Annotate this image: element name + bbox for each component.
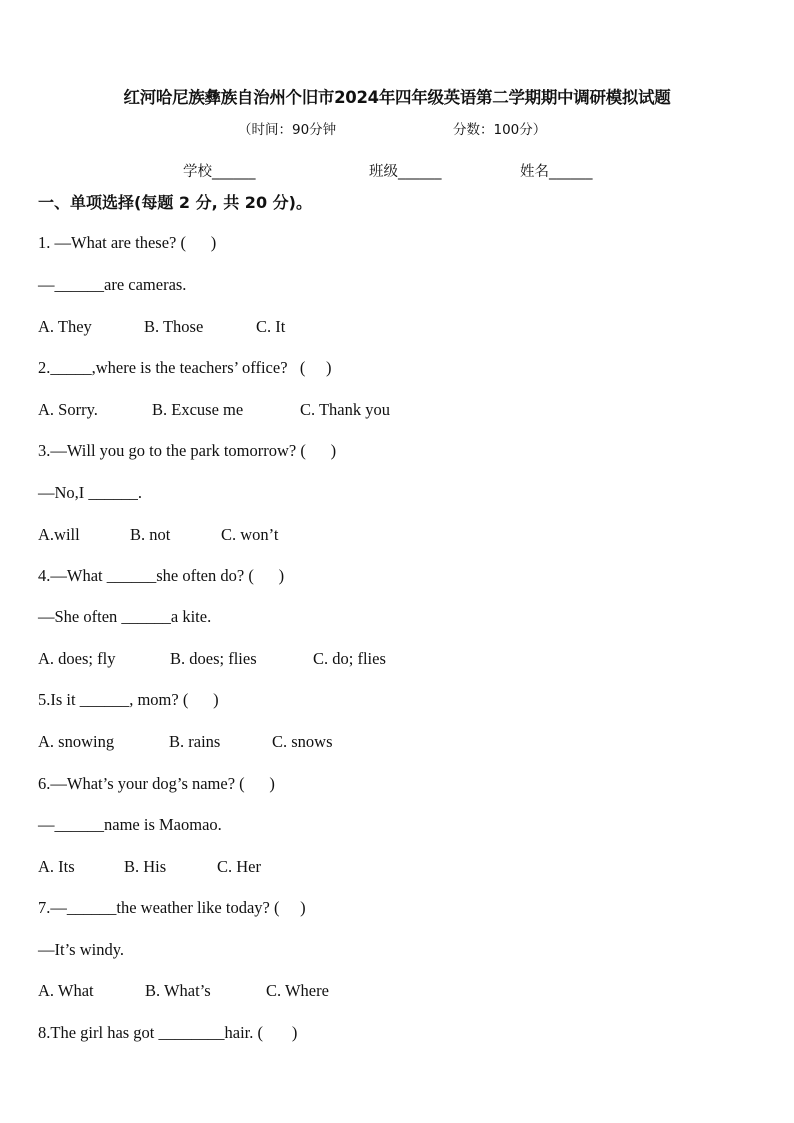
question-1-option-a: A. They (38, 317, 92, 336)
question-7-line-2: —It’s windy. (38, 940, 125, 959)
question-1-line-2: —______are cameras. (38, 275, 187, 294)
question-1-line-1: 1. —What are these? ( ) (38, 233, 217, 252)
question-3-option-b: B. not (130, 525, 171, 544)
question-7-line-1: 7.—______the weather like today? ( ) (38, 898, 306, 917)
question-8-line-1: 8.The girl has got ________hair. ( ) (38, 1023, 298, 1042)
question-7-option-a: A. What (38, 981, 94, 1000)
question-5-line-1: 5.Is it ______, mom? ( ) (38, 690, 219, 709)
question-1-option-b: B. Those (144, 317, 204, 336)
question-4-option-a: A. does; fly (38, 649, 116, 668)
question-2-option-b: B. Excuse me (152, 400, 244, 419)
question-3-option-c: C. won’t (221, 525, 279, 544)
question-6-line-1: 6.—What’s your dog’s name? ( ) (38, 774, 275, 793)
question-4-option-b: B. does; flies (170, 649, 257, 668)
question-2-line-1: 2._____,where is the teachers’ office? ( ) (38, 358, 332, 377)
exam-title: 红河哈尼族彝族自治州个旧市2024年四年级英语第二学期期中调研模拟试题 (123, 88, 671, 107)
name-field: 姓名______ (520, 164, 593, 180)
exam-score: 分数：100分） (453, 122, 547, 138)
question-7-option-c: C. Where (266, 981, 329, 1000)
question-4-line-2: —She often ______a kite. (38, 607, 212, 626)
question-7-option-b: B. What’s (145, 981, 211, 1000)
class-field: 班级______ (369, 164, 442, 180)
school-field: 学校______ (183, 164, 256, 180)
question-2-option-a: A. Sorry. (38, 400, 98, 419)
question-1-option-c: C. It (256, 317, 286, 336)
question-5-option-a: A. snowing (38, 732, 115, 751)
question-3-option-a: A.will (38, 525, 80, 544)
question-4-option-c: C. do; flies (313, 649, 386, 668)
question-3-line-1: 3.—Will you go to the park tomorrow? ( ) (38, 441, 337, 460)
question-6-option-c: C. Her (217, 857, 261, 876)
question-6-line-2: —______name is Maomao. (38, 815, 222, 834)
question-6-option-b: B. His (124, 857, 167, 876)
exam-time: （时间：90分钟 (238, 122, 337, 138)
section-title: 一、单项选择(每题 2 分, 共 20 分)。 (38, 193, 312, 212)
question-5-option-b: B. rains (169, 732, 221, 751)
question-5-option-c: C. snows (272, 732, 333, 751)
question-4-line-1: 4.—What ______she often do? ( ) (38, 566, 285, 585)
question-3-line-2: —No,I ______. (38, 483, 143, 502)
question-6-option-a: A. Its (38, 857, 75, 876)
question-2-option-c: C. Thank you (300, 400, 390, 419)
